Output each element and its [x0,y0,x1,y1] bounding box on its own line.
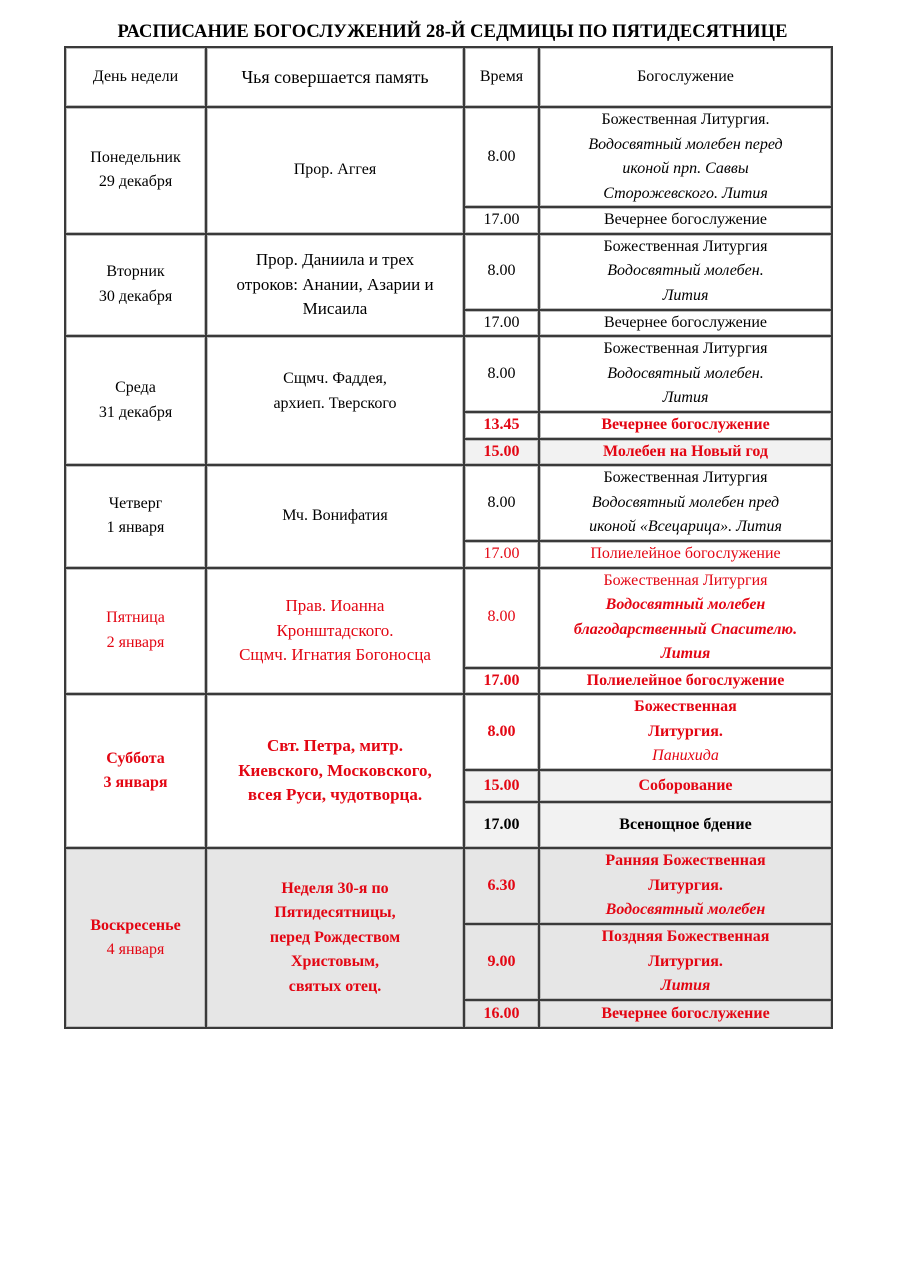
table-row [65,465,832,541]
time-cell: 8.00 [464,234,539,310]
time-cell: 8.00 [464,107,539,207]
time-cell: 17.00 [464,541,539,568]
header-memory: Чья совершается память [206,47,464,107]
service-line: Литургия. [648,722,723,740]
service-line: Литургия. [648,952,723,970]
date: 1 января [106,519,165,537]
table-row [65,234,832,310]
time-cell: 8.00 [464,465,539,541]
header-row [65,47,832,107]
page-title: РАСПИСАНИЕ БОГОСЛУЖЕНИЙ 28-Й СЕДМИЦЫ ПО ПЯТИДЕСЯТНИЦЕ [117,22,788,42]
weekday: Понедельник [90,148,181,166]
time-cell: 9.00 [464,924,539,1000]
service-cell [539,694,832,770]
time-cell: 15.00 [464,439,539,466]
time-cell: 8.00 [464,694,539,770]
service-cell: Полиелейное богослужение [539,541,832,568]
service-cell: Вечернее богослужение [539,207,832,234]
date: 30 декабря [98,287,173,305]
memory-cell [206,568,464,695]
day-cell [65,568,206,695]
service-line: Панихида [652,747,719,765]
memory-line: Христовым, [290,953,380,971]
time-cell: 15.00 [464,770,539,802]
service-line: Божественная Литургия. [601,111,770,128]
time-cell: 6.30 [464,848,539,924]
service-line: Божественная Литургия [603,340,768,358]
service-line: Водосвятный молебен. [607,364,764,382]
day-cell [65,465,206,568]
date: 3 января [103,774,168,791]
time-cell: 8.00 [464,568,539,668]
memory-cell [206,848,464,1028]
memory-line: святых отец. [288,977,382,995]
weekday: Пятница [106,609,165,627]
time-cell: 13.45 [464,412,539,439]
memory-line: Свт. Петра, митр. [266,736,404,756]
header-time: Время [464,47,539,107]
memory-line: Прор. Аггея [293,161,377,178]
memory-line: Мисаила [302,299,368,318]
memory-cell [206,107,464,234]
service-line: Лития [660,645,711,662]
header-day: День недели [65,47,206,107]
service-line: Божественная [634,698,737,716]
table-row [65,568,832,668]
service-cell: Вечернее богослужение [539,310,832,337]
table-row [65,336,832,412]
weekday: Среда [115,379,156,396]
weekday: Суббота [106,749,165,767]
date: 29 декабря [98,173,173,191]
memory-cell [206,336,464,465]
day-cell [65,848,206,1028]
weekday: Воскресенье [90,916,181,934]
time-cell: 17.00 [464,802,539,848]
memory-line: Сщмч. Фаддея, [283,370,387,387]
service-line: Поздняя Божественная [601,928,770,946]
service-cell [539,465,832,541]
date: 4 января [106,941,165,958]
table-row [65,848,832,924]
memory-cell [206,694,464,848]
service-cell [539,924,832,1000]
time-cell: 17.00 [464,668,539,695]
service-line: Водосвятный молебен пред [591,493,780,511]
service-line: иконой «Всецарица». Лития [589,518,782,536]
day-cell [65,694,206,848]
service-line: Сторожевского. Лития [603,184,768,202]
time-cell: 17.00 [464,310,539,337]
service-cell [539,848,832,924]
service-cell [539,107,832,207]
date: 31 декабря [98,403,173,421]
memory-line: всея Руси, чудотворца. [247,785,423,805]
day-cell [65,336,206,465]
header-service: Богослужение [539,47,832,107]
schedule-table [64,46,833,1029]
service-line: Лития [662,389,709,407]
memory-line: Прав. Иоанна [285,596,385,615]
day-cell [65,234,206,337]
memory-line: отроков: Анании, Азарии и [236,274,434,294]
weekday: Четверг [108,494,163,512]
service-cell: Полиелейное богослужение [539,668,832,695]
service-cell [539,234,832,310]
memory-line: Сщмч. Игнатия Богоносца [239,645,431,664]
memory-line: архиеп. Тверского [273,394,397,412]
service-line: Божественная Литургия [603,237,768,255]
memory-cell [206,465,464,568]
service-line: Водосвятный молебен [605,596,766,613]
service-line: Ранняя Божественная [605,852,766,870]
memory-line: Киевского, Московского, [238,760,432,780]
memory-line: Кронштадского. [276,620,394,640]
memory-line: Мч. Вонифатия [282,507,388,524]
service-line: благодарственный Спасителю. [573,620,798,638]
time-cell: 16.00 [464,1000,539,1028]
service-line: Божественная Литургия [603,469,768,487]
service-cell: Вечернее богослужение [539,1000,832,1028]
date: 2 января [106,633,165,651]
memory-line: Пятидесятницы, [274,904,396,922]
memory-line: перед Рождеством [269,928,401,946]
service-line: Водосвятный молебен. [607,262,764,280]
service-cell: Вечернее богослужение [539,412,832,439]
service-cell: Всенощное бдение [539,802,832,848]
service-line: Водосвятный молебен перед [588,135,783,153]
time-cell: 8.00 [464,336,539,412]
day-cell [65,107,206,234]
service-cell [539,568,832,668]
memory-line: Прор. Даниила и трех [255,250,415,269]
service-line: Лития [660,977,711,995]
service-line: Лития [662,286,709,304]
table-row [65,694,832,770]
service-line: Божественная Литургия [603,571,768,589]
weekday: Вторник [106,263,165,281]
service-cell: Соборование [539,770,832,802]
service-cell [539,336,832,412]
service-line: Литургия. [648,876,723,894]
service-line: иконой прп. Саввы [622,160,749,177]
memory-line: Неделя 30-я по [281,879,389,897]
table-row [65,107,832,207]
service-line: Водосвятный молебен [605,901,766,919]
service-cell: Молебен на Новый год [539,439,832,466]
time-cell: 17.00 [464,207,539,234]
memory-cell [206,234,464,337]
